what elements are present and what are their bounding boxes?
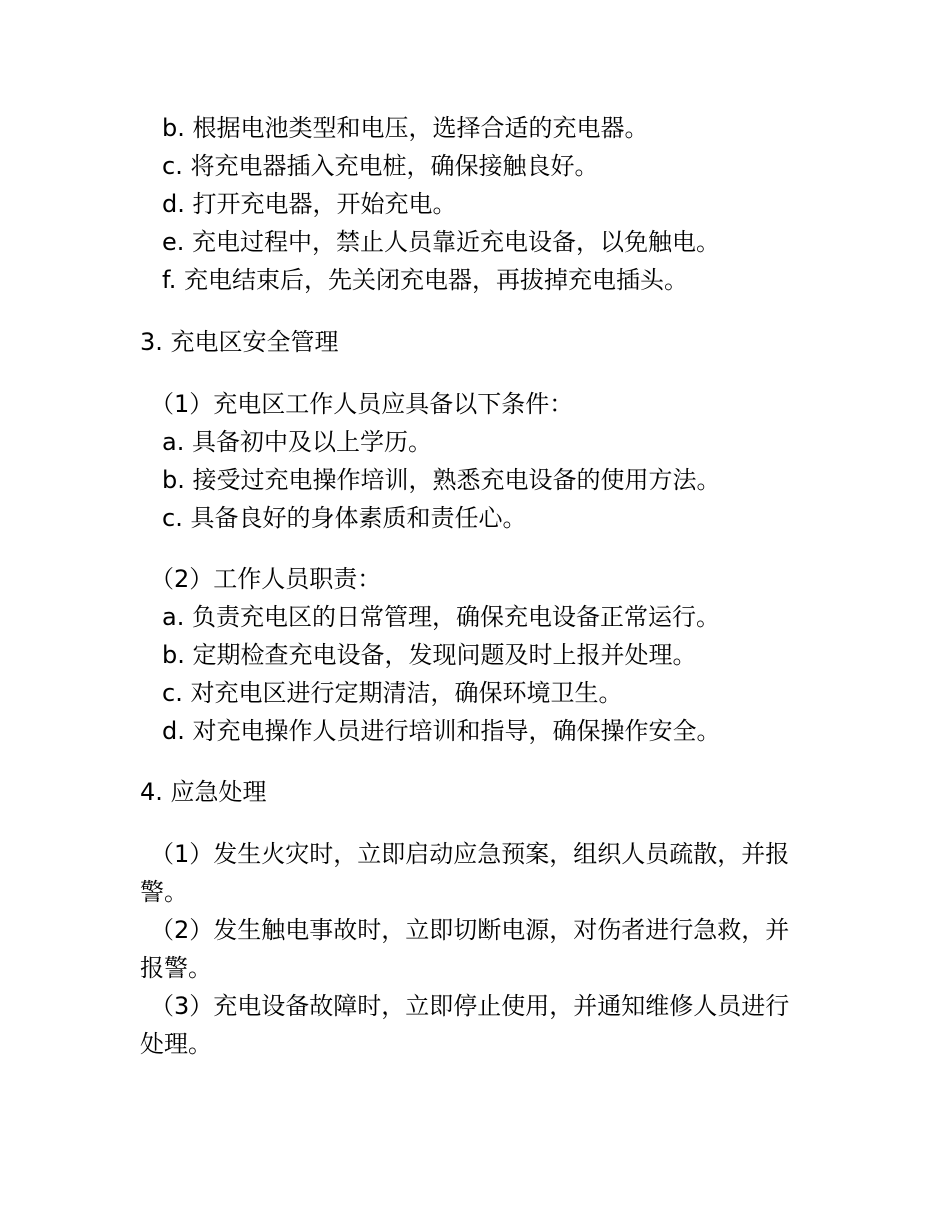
charging-step-b: b. 根据电池类型和电压，选择合适的充电器。: [162, 114, 649, 142]
section-3-heading: 3. 充电区安全管理: [140, 328, 339, 356]
duty-item-d: d. 对充电操作人员进行培训和指导，确保操作安全。: [162, 717, 721, 745]
charging-step-d: d. 打开充电器，开始充电。: [162, 190, 457, 218]
emergency-item-2: （2）发生触电事故时，立即切断电源，对伤者进行急救，并报警。: [140, 916, 790, 982]
section-4-heading: 4. 应急处理: [140, 778, 267, 806]
duty-item-b: b. 定期检查充电设备，发现问题及时上报并处理。: [162, 641, 697, 669]
charging-step-e: e. 充电过程中，禁止人员靠近充电设备，以免触电。: [162, 228, 721, 256]
charging-step-c: c. 将充电器插入充电桩，确保接触良好。: [162, 152, 599, 180]
duty-item-a: a. 负责充电区的日常管理，确保充电设备正常运行。: [162, 603, 720, 631]
emergency-item-1: （1）发生火灾时，立即启动应急预案，组织人员疏散，并报警。: [140, 840, 790, 906]
duty-item-c: c. 对充电区进行定期清洁，确保环境卫生。: [162, 679, 623, 707]
qualification-item-a: a. 具备初中及以上学历。: [162, 428, 432, 456]
qualification-item-c: c. 具备良好的身体素质和责任心。: [162, 504, 527, 532]
charging-step-f: f. 充电结束后，先关闭充电器，再拔掉充电插头。: [162, 266, 688, 294]
duties-heading: （2）工作人员职责：: [150, 565, 382, 593]
qualification-item-b: b. 接受过充电操作培训，熟悉充电设备的使用方法。: [162, 466, 721, 494]
emergency-item-3: （3）充电设备故障时，立即停止使用，并通知维修人员进行处理。: [140, 992, 790, 1058]
qualifications-heading: （1）充电区工作人员应具备以下条件：: [150, 390, 574, 418]
